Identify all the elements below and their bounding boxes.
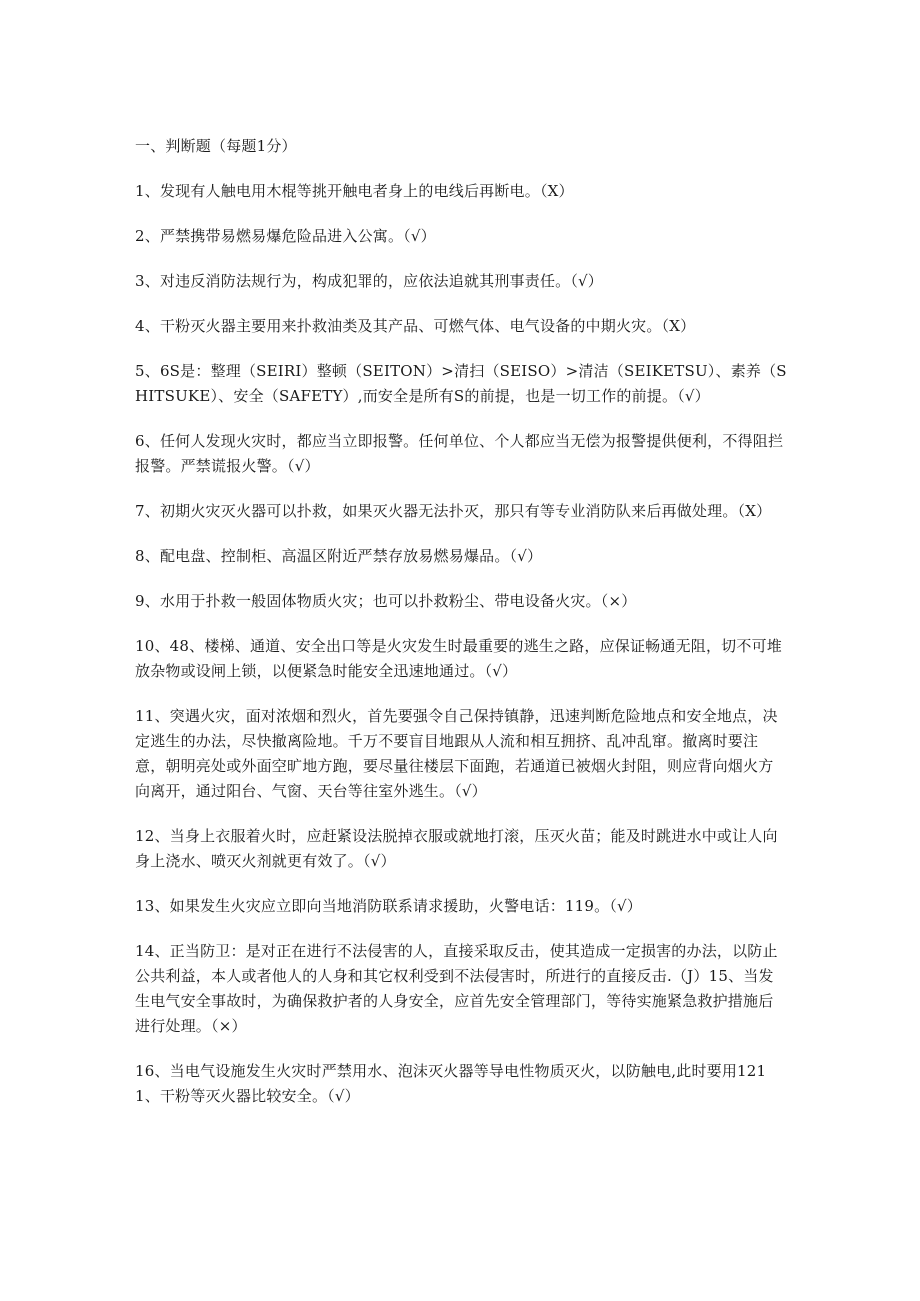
question-14-15: 14、正当防卫：是对正在进行不法侵害的人，直接采取反击，使其造成一定损害的办法，以防止公共利益，本人或者他人的人身和其它权利受到不法侵害时，所进行的直接反击.（J）15、当发生电气安全事故时，为确保救护者的人身安全，应首先安全管理部门，等待实施紧急救护措施后进行处理。（×） — [135, 942, 778, 1035]
question-1: 1、发现有人触电用木棍等挑开触电者身上的电线后再断电。（X） — [135, 182, 574, 200]
question-4: 4、干粉灭火器主要用来扑救油类及其产品、可燃气体、电气设备的中期火灾。（X） — [135, 317, 696, 335]
question-10: 10、48、楼梯、通道、安全出口等是火灾发生时最重要的逃生之路，应保证畅通无阻，切不可堆放杂物或设闸上锁，以便紧急时能安全迅速地通过。（√） — [135, 637, 782, 680]
question-16: 16、当电气设施发生火灾时严禁用水、泡沫灭火器等导电性物质灭火，以防触电,此时要用1211、干粉等灭火器比较安全。（√） — [135, 1062, 767, 1105]
question-2: 2、严禁携带易燃易爆危险品进入公寓。（√） — [135, 227, 436, 245]
question-6: 6、任何人发现火灾时，都应当立即报警。任何单位、个人都应当无偿为报警提供便利，不得阻拦报警。严禁谎报火警。（√） — [135, 432, 784, 475]
question-13: 13、如果发生火灾应立即向当地消防联系请求援助，火警电话：119。（√） — [135, 897, 642, 915]
document-body — [135, 134, 787, 1129]
section-title: 一、判断题（每题1分） — [135, 137, 297, 155]
question-5: 5、6S是：整理（SEIRI）整顿（SEITON）>清扫（SEISO）>清洁（SEIKETSU）、素养（SHITSUKE）、安全（SAFETY）,而安全是所有S的前提，也是一切工作的前提。（√） — [135, 362, 787, 405]
question-3: 3、对违反消防法规行为，构成犯罪的，应依法追就其刑事责任。（√） — [135, 272, 604, 290]
question-7: 7、初期火灾灭火器可以扑救，如果灭火器无法扑灭，那只有等专业消防队来后再做处理。（X） — [135, 502, 772, 520]
question-9: 9、水用于扑救一般固体物质火灾；也可以扑救粉尘、带电设备火灾。（×） — [135, 592, 637, 610]
question-12: 12、当身上衣服着火时，应赶紧设法脱掉衣服或就地打滚，压灭火苗；能及时跳进水中或让人向身上浇水、喷灭火剂就更有效了。（√） — [135, 827, 778, 870]
question-11: 11、突遇火灾，面对浓烟和烈火，首先要强令自己保持镇静，迅速判断危险地点和安全地点，决定逃生的办法，尽快撤离险地。千万不要盲目地跟从人流和相互拥挤、乱冲乱窜。撤离时要注意，朝明亮处或外面空旷地方跑，要尽量往楼层下面跑，若通道已被烟火封阻，则应背向烟火方向离开，通过阳台、气窗、天台等往室外逃生。（√） — [135, 707, 778, 800]
question-8: 8、配电盘、控制柜、高温区附近严禁存放易燃易爆品。（√） — [135, 547, 543, 565]
